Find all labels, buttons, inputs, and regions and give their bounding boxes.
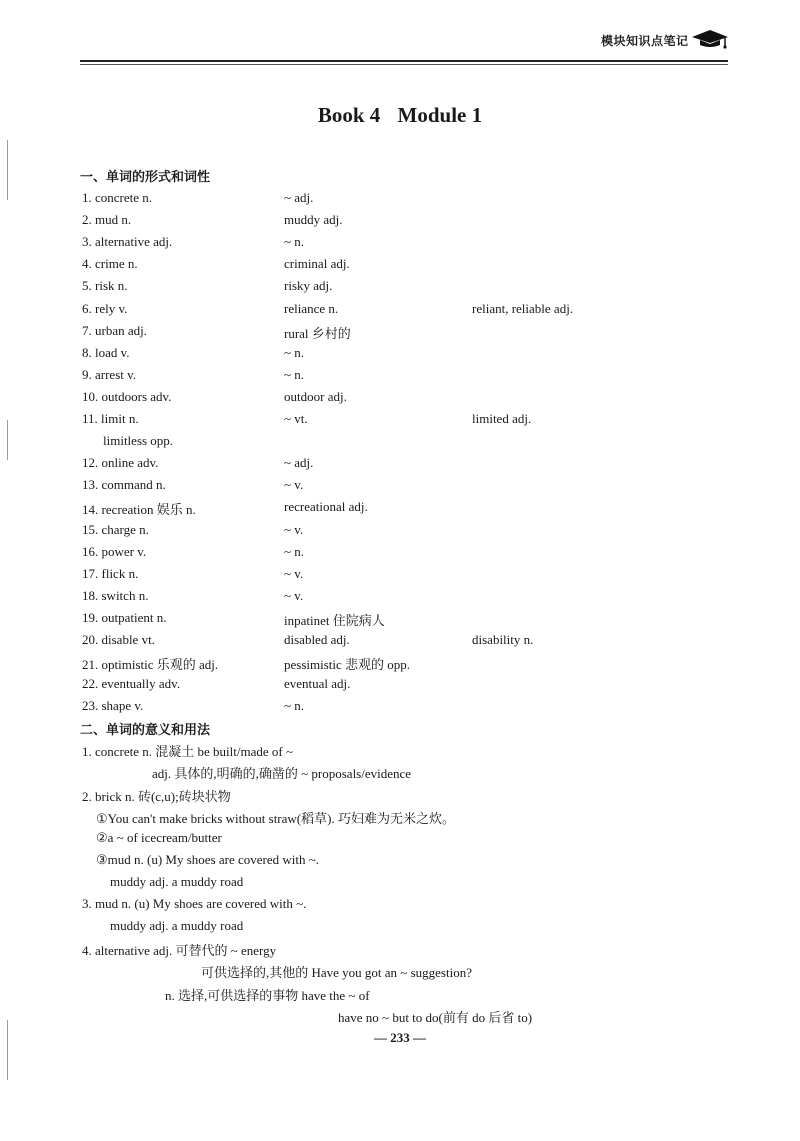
word-form-row	[0, 610, 800, 630]
word-form-row	[0, 190, 800, 210]
derived-form: pessimistic 悲观的 opp.	[284, 657, 411, 673]
usage-line: have no ~ but to do(前有 do 后省 to)	[338, 1010, 533, 1025]
derived-form: ~ adj.	[284, 455, 314, 471]
base-word: 1. concrete n.	[82, 190, 153, 205]
derived-form: muddy adj.	[284, 212, 343, 228]
base-word: limitless opp.	[103, 433, 174, 449]
derived-form: rural 乡村的	[284, 325, 351, 341]
base-word: 15. charge n.	[82, 521, 149, 537]
derived-form: disabled adj.	[284, 632, 350, 647]
usage-line: muddy adj. a muddy road	[110, 918, 244, 933]
base-word: 12. online adv.	[82, 455, 159, 471]
base-word: 9. arrest v.	[82, 366, 137, 382]
usage-line: 可供选择的,其他的 Have you got an ~ suggestion?	[201, 965, 472, 980]
usage-line: 2. brick n. 砖(c,u);砖块状物	[82, 789, 231, 804]
graduation-cap-icon	[690, 27, 730, 49]
base-word: 18. switch n.	[82, 587, 149, 603]
base-word: 23. shape v.	[82, 698, 144, 714]
related-form: reliant, reliable adj.	[472, 300, 574, 316]
derived-form: reliance n.	[284, 300, 339, 316]
derived-form: ~ adj.	[284, 190, 314, 205]
header-rule	[80, 60, 728, 62]
usage-line: 1. concrete n. 混凝土 be built/made of ~	[82, 744, 294, 759]
page-title	[0, 103, 800, 128]
base-word: 22. eventually adv.	[82, 676, 181, 692]
word-form-row	[0, 566, 800, 586]
page-edge-mark	[7, 1020, 8, 1080]
derived-form: eventual adj.	[284, 676, 351, 692]
word-form-row	[0, 212, 800, 232]
derived-form: criminal adj.	[284, 256, 350, 272]
usage-line: ①You can't make bricks without straw(稻草). 巧妇难为无米之炊。	[96, 811, 455, 826]
word-form-row	[0, 278, 800, 298]
word-form-row	[0, 477, 800, 497]
base-word: 6. rely v.	[82, 300, 128, 316]
derived-form: ~ vt.	[284, 411, 308, 426]
base-word: 10. outdoors adv.	[82, 388, 172, 404]
derived-form: inpatinet 住院病人	[284, 612, 385, 628]
word-form-row	[0, 433, 800, 453]
word-form-row	[0, 588, 800, 608]
derived-form: ~ n.	[284, 543, 305, 559]
base-word: 3. alternative adj.	[82, 234, 173, 250]
word-form-row	[0, 676, 800, 696]
derived-form: ~ v.	[284, 521, 304, 537]
running-header: 模块知识点笔记	[601, 34, 689, 48]
module-label: Module 1	[397, 103, 483, 127]
word-form-row	[0, 411, 800, 431]
derived-form: ~ n.	[284, 366, 305, 382]
word-form-row	[0, 301, 800, 321]
base-word: 20. disable vt.	[82, 632, 155, 647]
usage-line: n. 选择,可供选择的事物 have the ~ of	[165, 988, 370, 1003]
derived-form: outdoor adj.	[284, 388, 347, 404]
word-form-row	[0, 256, 800, 276]
word-form-row	[0, 499, 800, 519]
page-number: — 233 —	[374, 1030, 426, 1045]
base-word: 5. risk n.	[82, 278, 128, 294]
word-form-row	[0, 323, 800, 343]
book-label: Book 4	[317, 103, 381, 127]
usage-line: 3. mud n. (u) My shoes are covered with ~.	[82, 896, 307, 911]
derived-form: ~ v.	[284, 587, 304, 603]
word-form-row	[0, 522, 800, 542]
base-word: 13. command n.	[82, 477, 166, 493]
derived-form: ~ n.	[284, 234, 305, 250]
word-form-row	[0, 234, 800, 254]
base-word: 11. limit n.	[82, 411, 139, 426]
usage-line: ③mud n. (u) My shoes are covered with ~.	[96, 852, 320, 867]
base-word: 16. power v.	[82, 543, 147, 559]
word-form-row	[0, 345, 800, 365]
base-word: 7. urban adj.	[82, 322, 147, 338]
derived-form: risky adj.	[284, 278, 333, 294]
related-form: disability n.	[472, 632, 534, 647]
section-heading-usage: 二、单词的意义和用法	[80, 723, 211, 738]
word-form-row	[0, 632, 800, 652]
base-word: 4. crime n.	[82, 256, 138, 272]
word-form-row	[0, 367, 800, 387]
base-word: 19. outpatient n.	[82, 609, 167, 625]
base-word: 8. load v.	[82, 344, 130, 360]
section-heading-word-forms: 一、单词的形式和词性	[80, 170, 211, 185]
base-word: 14. recreation 娱乐 n.	[82, 502, 196, 518]
header-rule-thin	[80, 64, 728, 65]
derived-form: recreational adj.	[284, 499, 368, 515]
base-word: 17. flick n.	[82, 565, 139, 581]
usage-line: 4. alternative adj. 可替代的 ~ energy	[82, 943, 277, 958]
derived-form: ~ v.	[284, 477, 304, 493]
usage-line: muddy adj. a muddy road	[110, 874, 244, 889]
derived-form: ~ n.	[284, 698, 305, 714]
word-form-row	[0, 389, 800, 409]
usage-line: adj. 具体的,明确的,确凿的 ~ proposals/evidence	[152, 766, 412, 781]
word-form-row	[0, 698, 800, 718]
base-word: 21. optimistic 乐观的 adj.	[82, 657, 219, 673]
derived-form: ~ n.	[284, 344, 305, 360]
word-form-row	[0, 654, 800, 674]
word-form-row	[0, 455, 800, 475]
related-form: limited adj.	[472, 411, 532, 426]
word-form-row	[0, 544, 800, 564]
derived-form: ~ v.	[284, 565, 304, 581]
usage-line: ②a ~ of icecream/butter	[96, 830, 222, 845]
base-word: 2. mud n.	[82, 212, 132, 228]
